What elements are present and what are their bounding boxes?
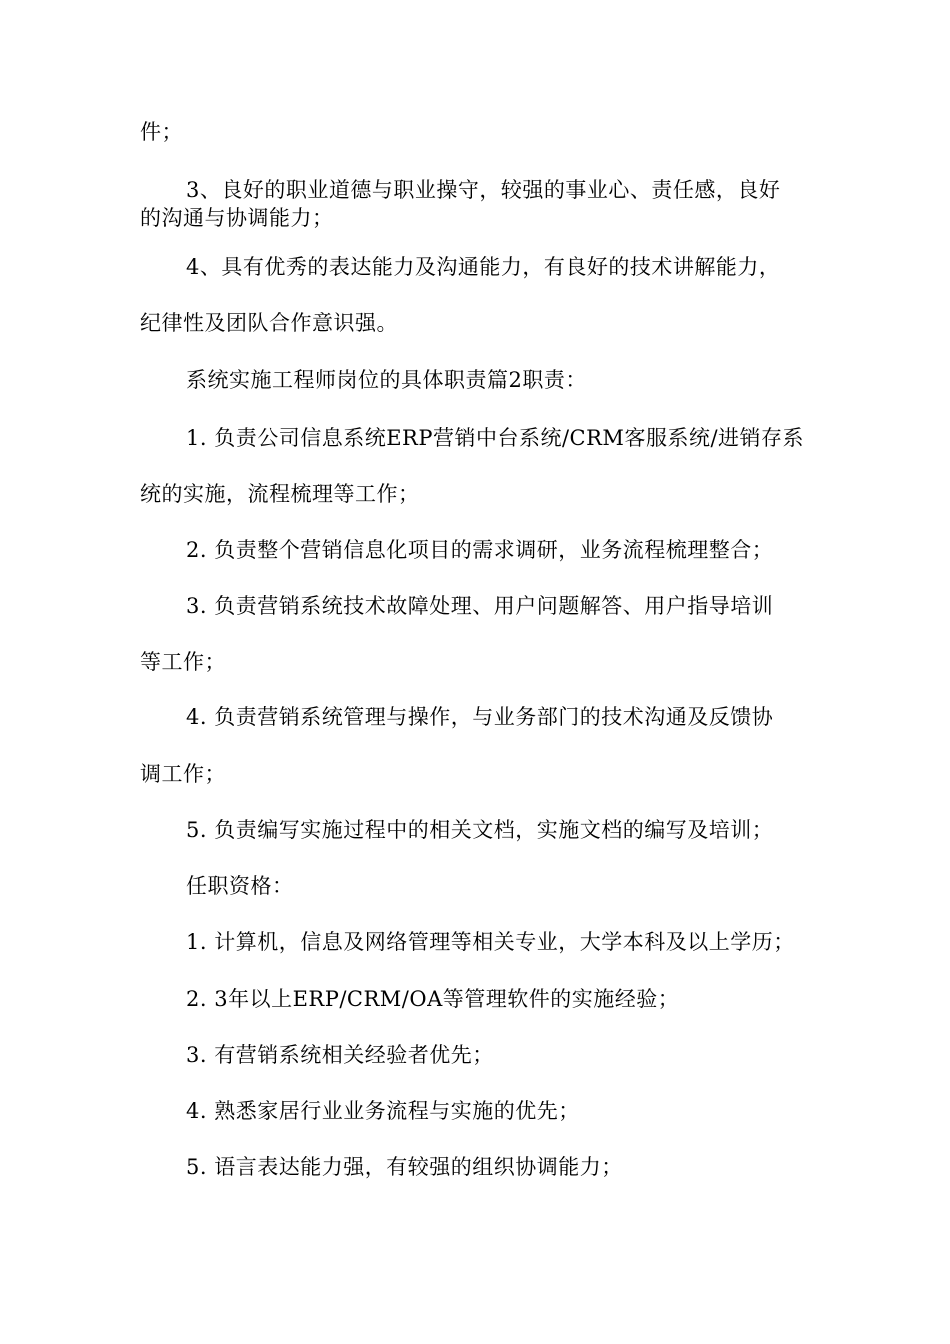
text-line: 4、具有优秀的表达能力及沟通能力，有良好的技术讲解能力， bbox=[186, 255, 781, 279]
section-heading: 系统实施工程师岗位的具体职责篇2职责： bbox=[186, 368, 587, 392]
text-line: 5. 语言表达能力强，有较强的组织协调能力； bbox=[186, 1155, 623, 1179]
text-line: 1. 计算机，信息及网络管理等相关专业，大学本科及以上学历； bbox=[186, 930, 795, 954]
text-line: 1. 负责公司信息系统ERP营销中台系统/CRM客服系统/进销存系 bbox=[186, 426, 805, 450]
text-line: 4. 负责营销系统管理与操作，与业务部门的技术沟通及反馈协 bbox=[186, 705, 774, 729]
text-line: 等工作； bbox=[140, 650, 226, 674]
text-line: 统的实施，流程梳理等工作； bbox=[140, 482, 420, 506]
text-line: 3. 负责营销系统技术故障处理、用户问题解答、用户指导培训 bbox=[186, 594, 774, 618]
text-line: 3. 有营销系统相关经验者优先； bbox=[186, 1043, 494, 1067]
text-line: 的沟通与协调能力； bbox=[140, 206, 334, 230]
text-line: 2. 负责整个营销信息化项目的需求调研，业务流程梳理整合； bbox=[186, 538, 774, 562]
text-line: 5. 负责编写实施过程中的相关文档，实施文档的编写及培训； bbox=[186, 818, 774, 842]
text-line: 4. 熟悉家居行业业务流程与实施的优先； bbox=[186, 1099, 580, 1123]
text-line: 调工作； bbox=[140, 762, 226, 786]
text-line: 件； bbox=[140, 120, 183, 144]
text-line: 纪律性及团队合作意识强。 bbox=[140, 311, 398, 335]
section-heading: 任职资格： bbox=[186, 874, 294, 898]
text-line: 3、良好的职业道德与职业操守，较强的事业心、责任感，良好 bbox=[186, 178, 781, 202]
text-line: 2. 3年以上ERP/CRM/OA等管理软件的实施经验； bbox=[186, 987, 680, 1011]
